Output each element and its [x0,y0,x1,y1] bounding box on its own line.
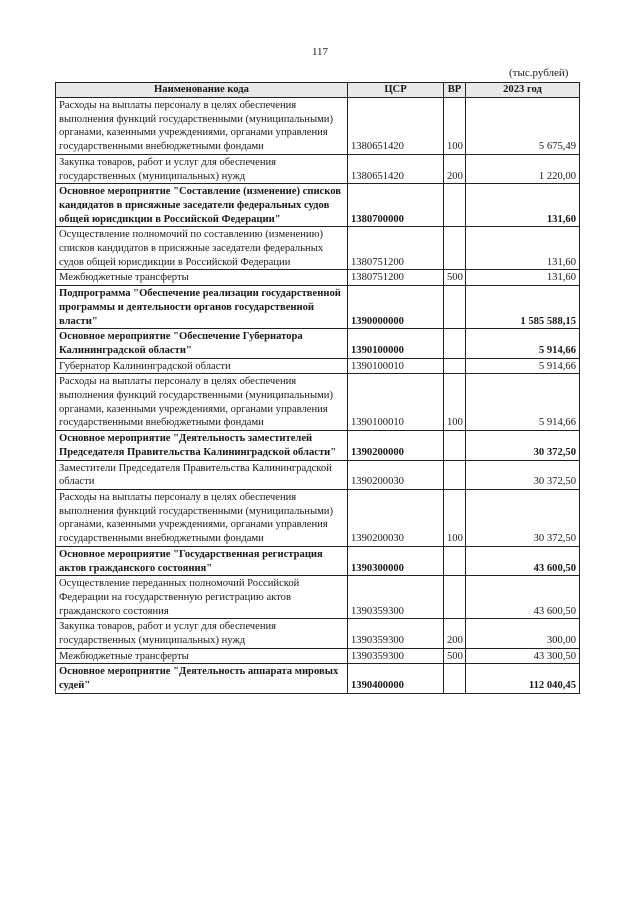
cell-vr: 500 [444,648,466,664]
cell-vr [444,431,466,460]
cell-vr: 500 [444,270,466,286]
cell-amount: 43 300,50 [466,648,580,664]
cell-csr: 1390359300 [348,576,444,619]
cell-vr [444,227,466,270]
cell-amount: 30 372,50 [466,460,580,489]
table-row [56,489,580,546]
table-row [56,431,580,460]
table-body [56,98,580,694]
cell-name: Межбюджетные трансферты [56,648,348,664]
cell-vr [444,576,466,619]
cell-csr: 1380651420 [348,154,444,183]
cell-vr: 200 [444,154,466,183]
cell-name: Закупка товаров, работ и услуг для обеспечения государственных (муниципальных) нужд [56,619,348,648]
cell-csr: 1390400000 [348,664,444,693]
cell-vr [444,546,466,575]
cell-name: Межбюджетные трансферты [56,270,348,286]
cell-vr: 100 [444,98,466,155]
cell-name: Основное мероприятие "Обеспечение Губернатора Калининградской области" [56,329,348,358]
cell-name: Основное мероприятие "Составление (изменение) списков кандидатов в присяжные заседатели федеральных судов общей юрисдикции в Российской Федерации" [56,184,348,227]
cell-name: Основное мероприятие "Деятельность аппарата мировых судей" [56,664,348,693]
cell-amount: 5 914,66 [466,374,580,431]
header-amount: 2023 год [466,83,580,98]
cell-vr: 100 [444,489,466,546]
cell-name: Расходы на выплаты персоналу в целях обеспечения выполнения функций государственными (муниципальными) органами, казенными учреждениями, органами управления государственными внебюджетными фондами [56,98,348,155]
cell-csr: 1380700000 [348,184,444,227]
cell-csr: 1390000000 [348,286,444,329]
cell-csr: 1380751200 [348,227,444,270]
table-row [56,329,580,358]
cell-name: Заместители Председателя Правительства Калининградской области [56,460,348,489]
cell-csr: 1390100010 [348,374,444,431]
table-row [56,358,580,374]
cell-amount: 5 914,66 [466,329,580,358]
cell-vr [444,329,466,358]
table-row [56,664,580,693]
cell-csr: 1380651420 [348,98,444,155]
cell-name: Основное мероприятие "Деятельность заместителей Председателя Правительства Калининградской области" [56,431,348,460]
cell-csr: 1390100000 [348,329,444,358]
cell-amount: 131,60 [466,270,580,286]
table-row [56,460,580,489]
cell-amount: 5 914,66 [466,358,580,374]
cell-vr [444,460,466,489]
cell-amount: 300,00 [466,619,580,648]
cell-vr [444,184,466,227]
cell-name: Осуществление переданных полномочий Российской Федерации на государственную регистрацию актов гражданского состояния [56,576,348,619]
header-csr: ЦСР [348,83,444,98]
table-row [56,270,580,286]
cell-csr: 1390100010 [348,358,444,374]
cell-name: Расходы на выплаты персоналу в целях обеспечения выполнения функций государственными (муниципальными) органами, казенными учреждениями, органами управления государственными внебюджетными фондами [56,489,348,546]
table-row [56,648,580,664]
cell-amount: 1 220,00 [466,154,580,183]
cell-vr [444,664,466,693]
table-row [56,227,580,270]
cell-csr: 1390359300 [348,619,444,648]
table-row [56,546,580,575]
cell-amount: 30 372,50 [466,431,580,460]
header-vr: ВР [444,83,466,98]
cell-amount: 43 600,50 [466,576,580,619]
table-row [56,374,580,431]
cell-amount: 1 585 588,15 [466,286,580,329]
table-row [56,184,580,227]
cell-name: Осуществление полномочий по составлению (изменению) списков кандидатов в присяжные заседатели федеральных судов общей юрисдикции в Российской Федерации [56,227,348,270]
table-row [56,619,580,648]
cell-name: Подпрограмма "Обеспечение реализации государственной программы и деятельности органов государственной власти" [56,286,348,329]
budget-table [55,82,580,694]
cell-name: Закупка товаров, работ и услуг для обеспечения государственных (муниципальных) нужд [56,154,348,183]
cell-csr: 1380751200 [348,270,444,286]
cell-csr: 1390300000 [348,546,444,575]
cell-csr: 1390200000 [348,431,444,460]
cell-amount: 112 040,45 [466,664,580,693]
table-row [56,576,580,619]
units-label: (тыс.рублей) [509,67,569,79]
table-row [56,98,580,155]
cell-name: Расходы на выплаты персоналу в целях обеспечения выполнения функций государственными (муниципальными) органами, казенными учреждениями, органами управления государственными внебюджетными фондами [56,374,348,431]
cell-amount: 131,60 [466,184,580,227]
cell-amount: 43 600,50 [466,546,580,575]
table-row [56,286,580,329]
header-name: Наименование кода [56,83,348,98]
table-row [56,154,580,183]
cell-vr: 100 [444,374,466,431]
cell-name: Губернатор Калининградской области [56,358,348,374]
cell-amount: 30 372,50 [466,489,580,546]
cell-vr: 200 [444,619,466,648]
cell-vr [444,286,466,329]
cell-amount: 5 675,49 [466,98,580,155]
cell-csr: 1390200030 [348,489,444,546]
page-number: 117 [311,46,329,58]
cell-amount: 131,60 [466,227,580,270]
table-header-row [56,83,580,98]
cell-vr [444,358,466,374]
cell-name: Основное мероприятие "Государственная регистрация актов гражданского состояния" [56,546,348,575]
cell-csr: 1390359300 [348,648,444,664]
cell-csr: 1390200030 [348,460,444,489]
